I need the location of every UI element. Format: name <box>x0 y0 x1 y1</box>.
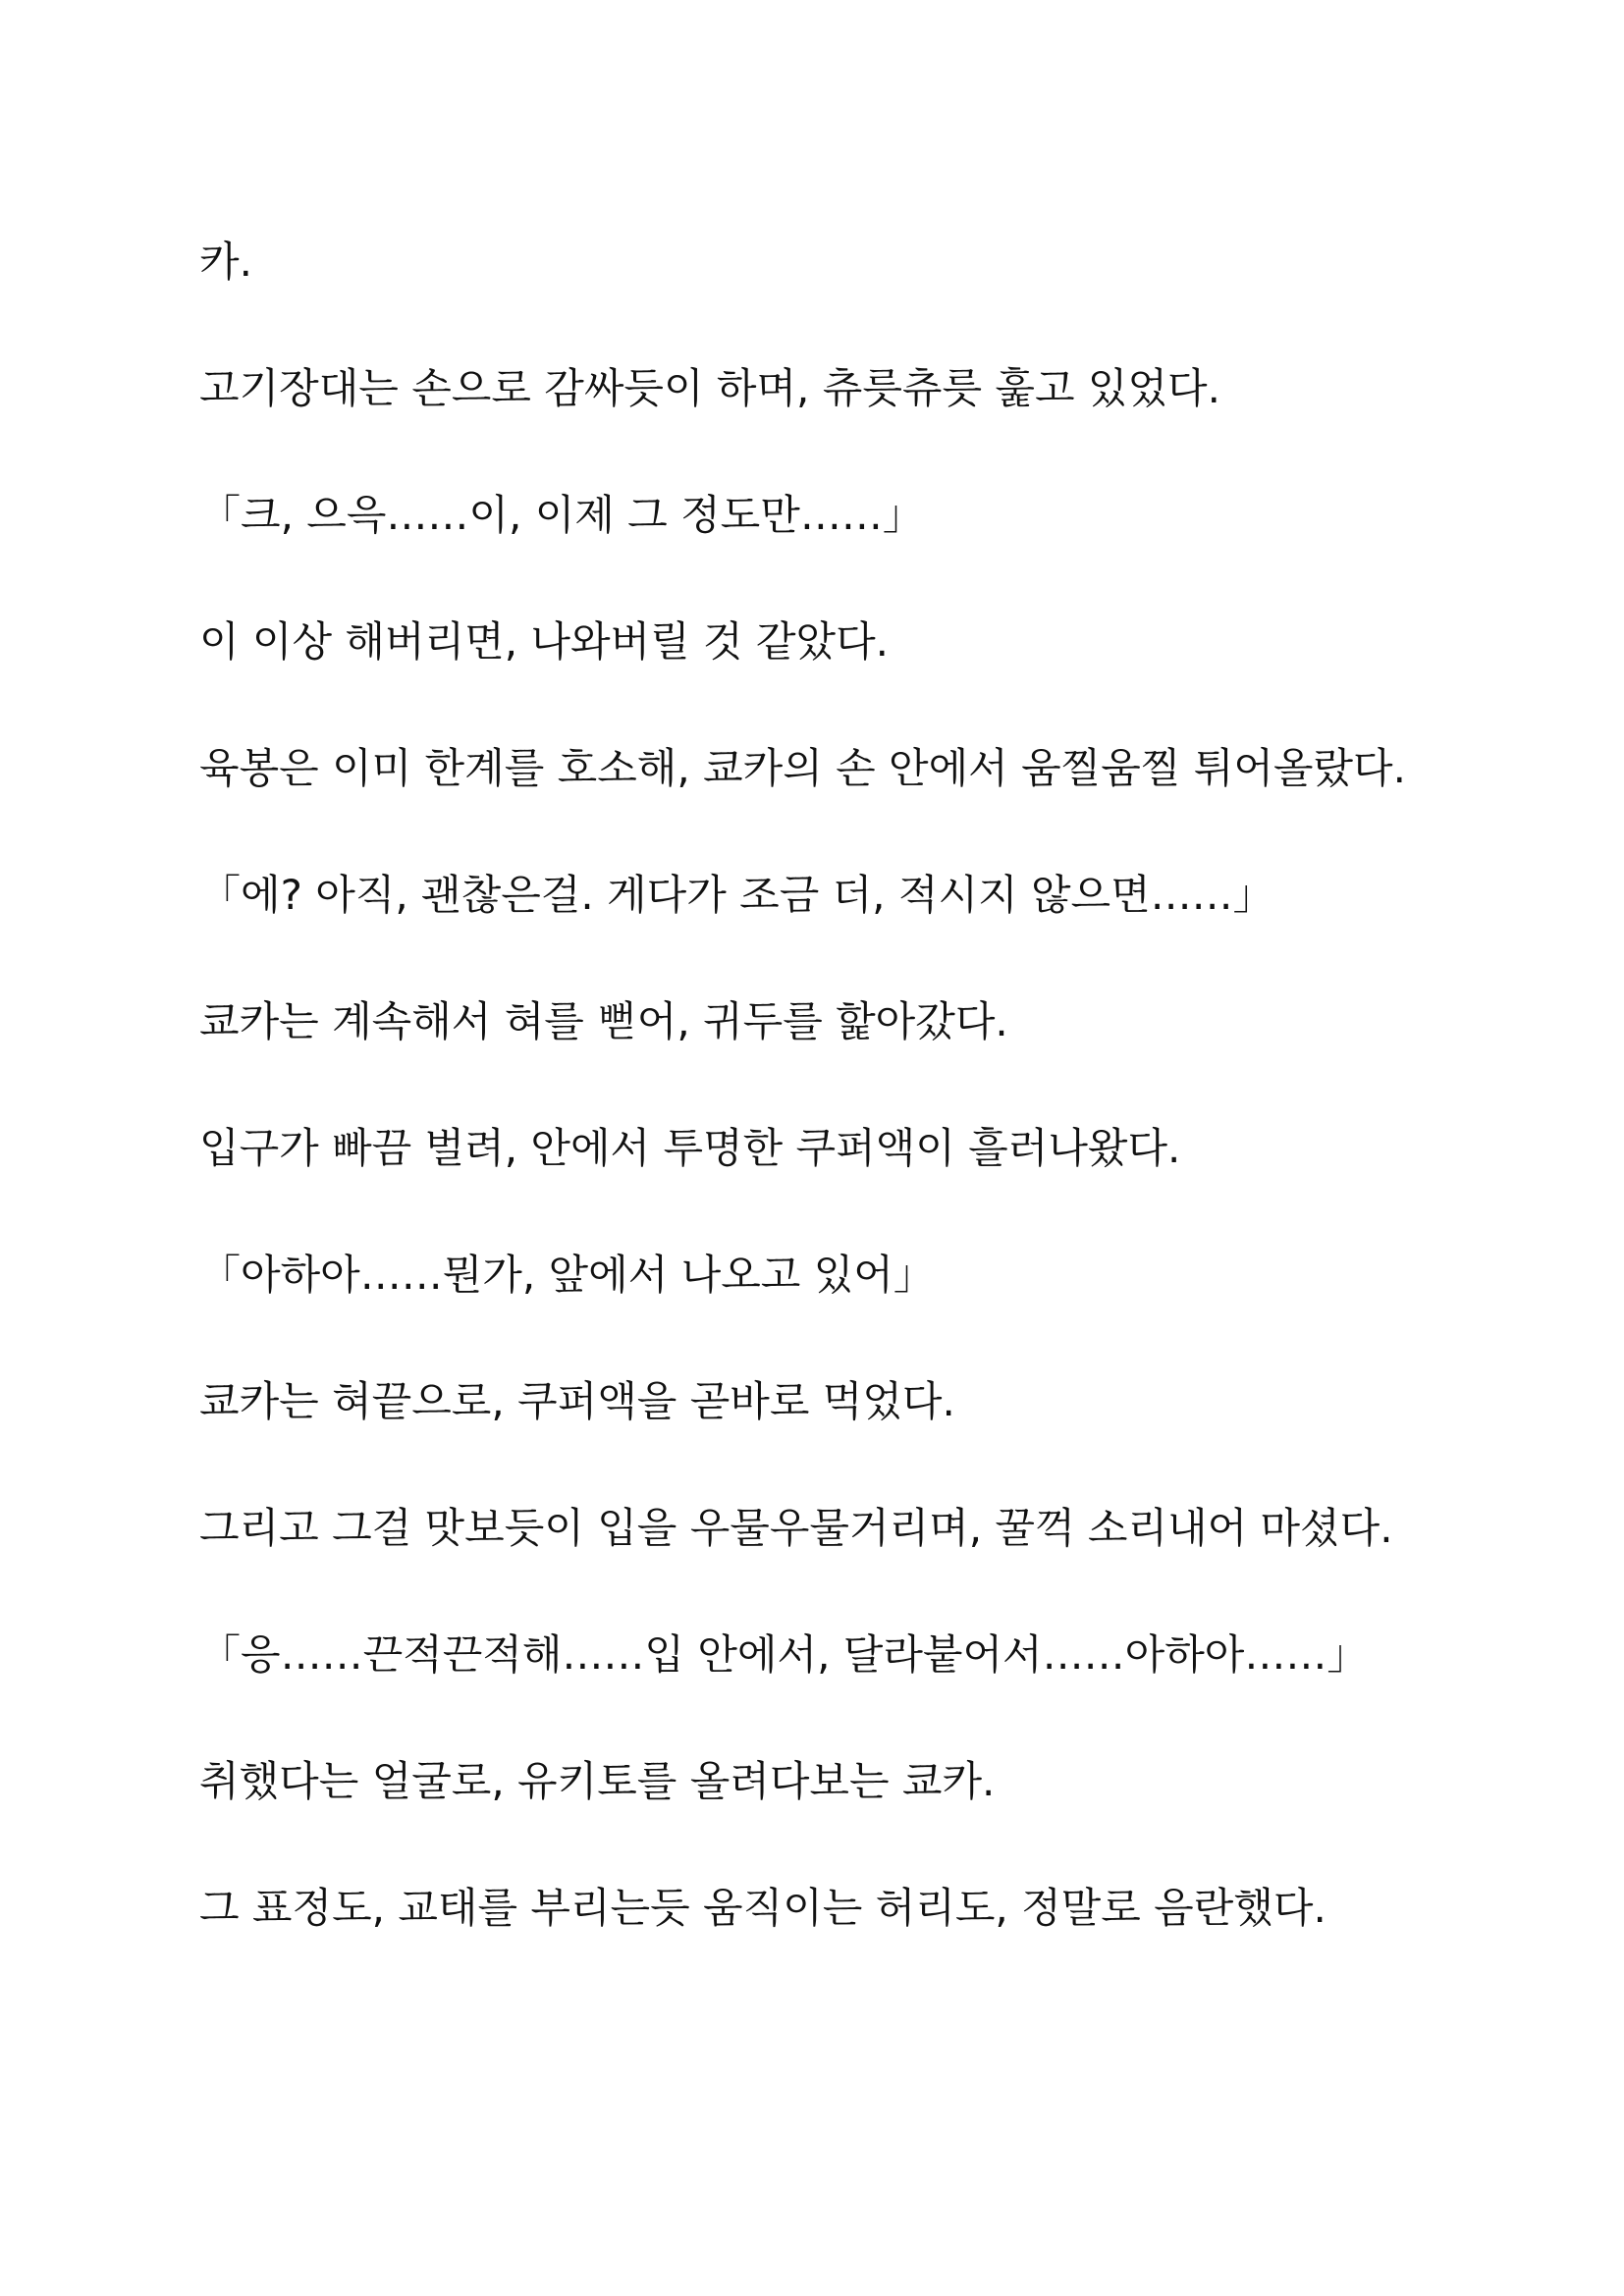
paragraph: 육봉은 이미 한계를 호소해, 쿄카의 손 안에서 움찔움찔 튀어올랐다. <box>199 744 1406 792</box>
paragraph: 이 이상 해버리면, 나와버릴 것 같았다. <box>199 617 890 666</box>
paragraph: 그 표정도, 교태를 부리는듯 움직이는 허리도, 정말로 음란했다. <box>199 1884 1326 1932</box>
dialogue-paragraph: 「에? 아직, 괜찮은걸. 게다가 조금 더, 적시지 않으면……」 <box>199 871 1274 919</box>
paragraph: 쿄카는 계속해서 혀를 뻗어, 귀두를 핥아갔다. <box>199 997 1008 1045</box>
dialogue-paragraph: 「아하아……뭔가, 앞에서 나오고 있어」 <box>199 1251 935 1299</box>
body-text <box>199 214 1435 1955</box>
paragraph: 입구가 빠끔 벌려, 안에서 투명한 쿠퍼액이 흘러나왔다. <box>199 1124 1181 1172</box>
dialogue-paragraph: 「크, 으윽……이, 이제 그 정도만……」 <box>199 491 924 539</box>
dialogue-paragraph: 「응……끈적끈적해……입 안에서, 달라붙어서……아하아……」 <box>199 1630 1369 1679</box>
paragraph: 취했다는 얼굴로, 유키토를 올려다보는 쿄카. <box>199 1757 996 1805</box>
paragraph: 쿄카는 혀끝으로, 쿠퍼액을 곧바로 먹었다. <box>199 1377 955 1425</box>
paragraph: 그리고 그걸 맛보듯이 입을 우물우물거리며, 꿀꺽 소리내어 마셨다. <box>199 1504 1393 1552</box>
paragraph: 카. <box>199 238 252 286</box>
paragraph: 고기장대는 손으로 감싸듯이 하며, 츄릇츄릇 훑고 있었다. <box>199 364 1220 412</box>
